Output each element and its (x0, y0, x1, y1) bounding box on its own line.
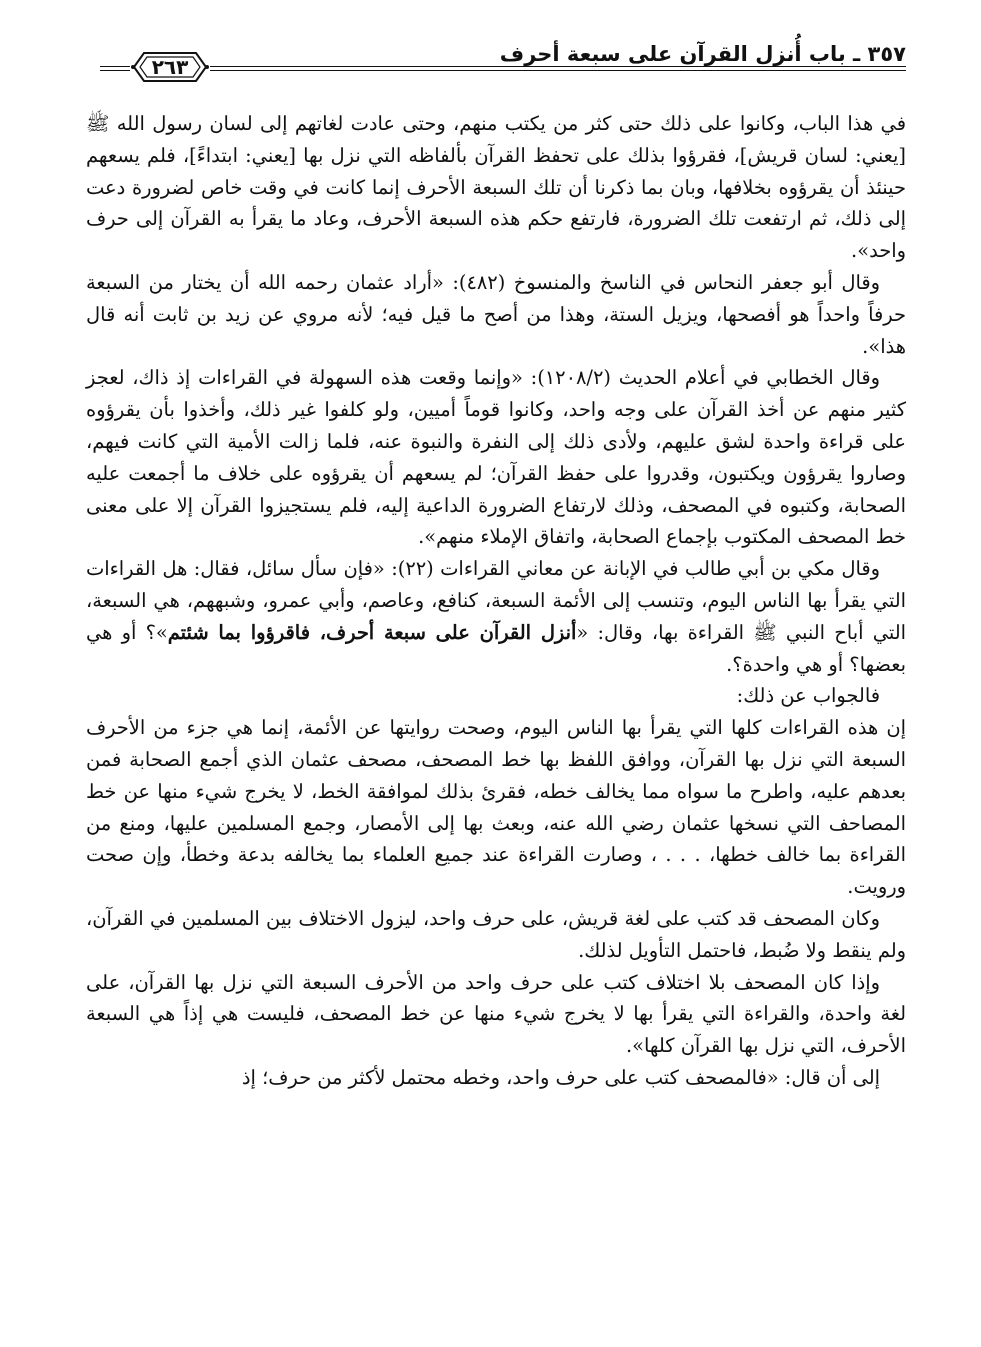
hadith-quote-bold: أنزل القرآن على سبعة أحرف، فاقرؤوا بما شئتم (167, 620, 577, 644)
page-header (100, 38, 906, 94)
paragraph: وكان المصحف قد كتب على لغة قريش، على حرف واحد، ليزول الاختلاف بين المسلمين في القرآن، ولم ينقط ولا ضُبط، فاحتمل التأويل لذلك. (86, 906, 906, 962)
paragraph: وقال الخطابي في أعلام الحديث (١٢٠٨/٢): «وإنما وقعت هذه السهولة في القراءات إذ ذاك، لعجز كثير منهم عن أخذ القرآن على وجه واحد، وكانوا قوماً أميين، ولو كلفوا غير ذلك، وأخذوا بأن يقرؤوه على قراءة واحدة لشق عليهم، ولأدى ذلك إلى النفرة والنبوة عنه، فلما زالت الأمية التي كانت فيهم، وصاروا يقرؤون ويكتبون، وقدروا على حفظ القرآن؛ لم يسعهم أن يقرؤوه على خلاف ما أجمعت عليه الصحابة، وكتبوه في المصحف، وذلك لارتفاع الضرورة الداعية إليه، فلم يستجيزوا القرآن إلا على معنى خط المصحف المكتوب بإجماع الصحابة، واتفاق الإملاء منهم». (86, 366, 906, 549)
page-number-badge (130, 50, 210, 84)
header-rule-right (210, 66, 906, 71)
paragraph: إلى أن قال: «فالمصحف كتب على حرف واحد، وخطه محتمل لأكثر من حرف؛ إذ (241, 1065, 880, 1089)
paragraph-text: »؟ أو هي بعضها؟ أو هي واحدة؟. (86, 620, 906, 676)
page-number: ٢٦٣ (151, 55, 189, 79)
paragraph: في هذا الباب، وكانوا على ذلك حتى كثر من يكتب منهم، وحتى عادت لغاتهم إلى لسان رسول الله ﷺ [يعني: لسان قريش]، فقرؤوا بذلك على تحفظ القرآن بألفاظه التي نزل بها [يعني: ابتداءً]، فلم يسعهم حينئذ أن يقرؤوه بخلافها، وبان بما ذكرنا أن تلك السبعة الأحرف إنما كانت في وقت خاص لضرورة دعت إلى ذلك، ثم ارتفعت تلك الضرورة، فارتفع حكم هذه السبعة الأحرف، وعاد ما يقرأ به القرآن إلى حرف واحد». (86, 112, 906, 263)
paragraph (86, 553, 906, 680)
paragraph: فالجواب عن ذلك: (736, 684, 880, 708)
paragraph: إن هذه القراءات كلها التي يقرأ بها الناس اليوم، وصحت روايتها عن الأئمة، إنما هي جزء من الأحرف السبعة التي نزل بها القرآن، ووافق اللفظ بها خط المصحف، مصحف عثمان الذي أجمع الصحابة فمن بعدهم عليه، واطرح ما سواه مما يخالف خطه، فقرئ بذلك لموافقة الخط، لا يخرج شيء منها عن خط المصاحف التي نسخها عثمان رضي الله عنه، وبعث بها إلى الأمصار، وجمع المسلمين عليها، ومنع من القراءة بما خالف خطها، . . . ، وصارت القراءة عند جميع العلماء بما يخالفه بدعة وخطأ، وإن صحت ورويت. (86, 716, 906, 899)
paragraph: وقال أبو جعفر النحاس في الناسخ والمنسوخ (٤٨٢): «أراد عثمان رحمه الله أن يختار من السبعة حرفاً واحداً هو أفصحها، ويزيل الستة، وهذا من أصح ما قيل فيه؛ لأنه مروي عن زيد بن ثابت أنه قال هذا». (86, 270, 906, 358)
main-text (86, 108, 906, 1094)
paragraph-text: وقال مكي بن أبي طالب في الإبانة عن معاني القراءات (٢٢): «فإن سأل سائل، فقال: هل القراءات التي يقرأ بها الناس اليوم، وتنسب إلى الأئمة السبعة، كنافع، وعاصم، وأبي عمرو، وشبههم، هي السبعة، التي أباح النبي ﷺ القراءة بها، وقال: « (86, 557, 906, 644)
paragraph: وإذا كان المصحف بلا اختلاف كتب على حرف واحد من الأحرف السبعة التي نزل بها القرآن، على لغة واحدة، والقراءة التي يقرأ بها لا يخرج شيء منها عن خط المصحف، فليست هي إذاً هي السبعة الأحرف، التي نزل بها القرآن كلها». (86, 970, 906, 1058)
chapter-title: ٣٥٧ ـ باب أُنزل القرآن على سبعة أحرف (499, 42, 906, 66)
header-rule-left (100, 66, 130, 71)
